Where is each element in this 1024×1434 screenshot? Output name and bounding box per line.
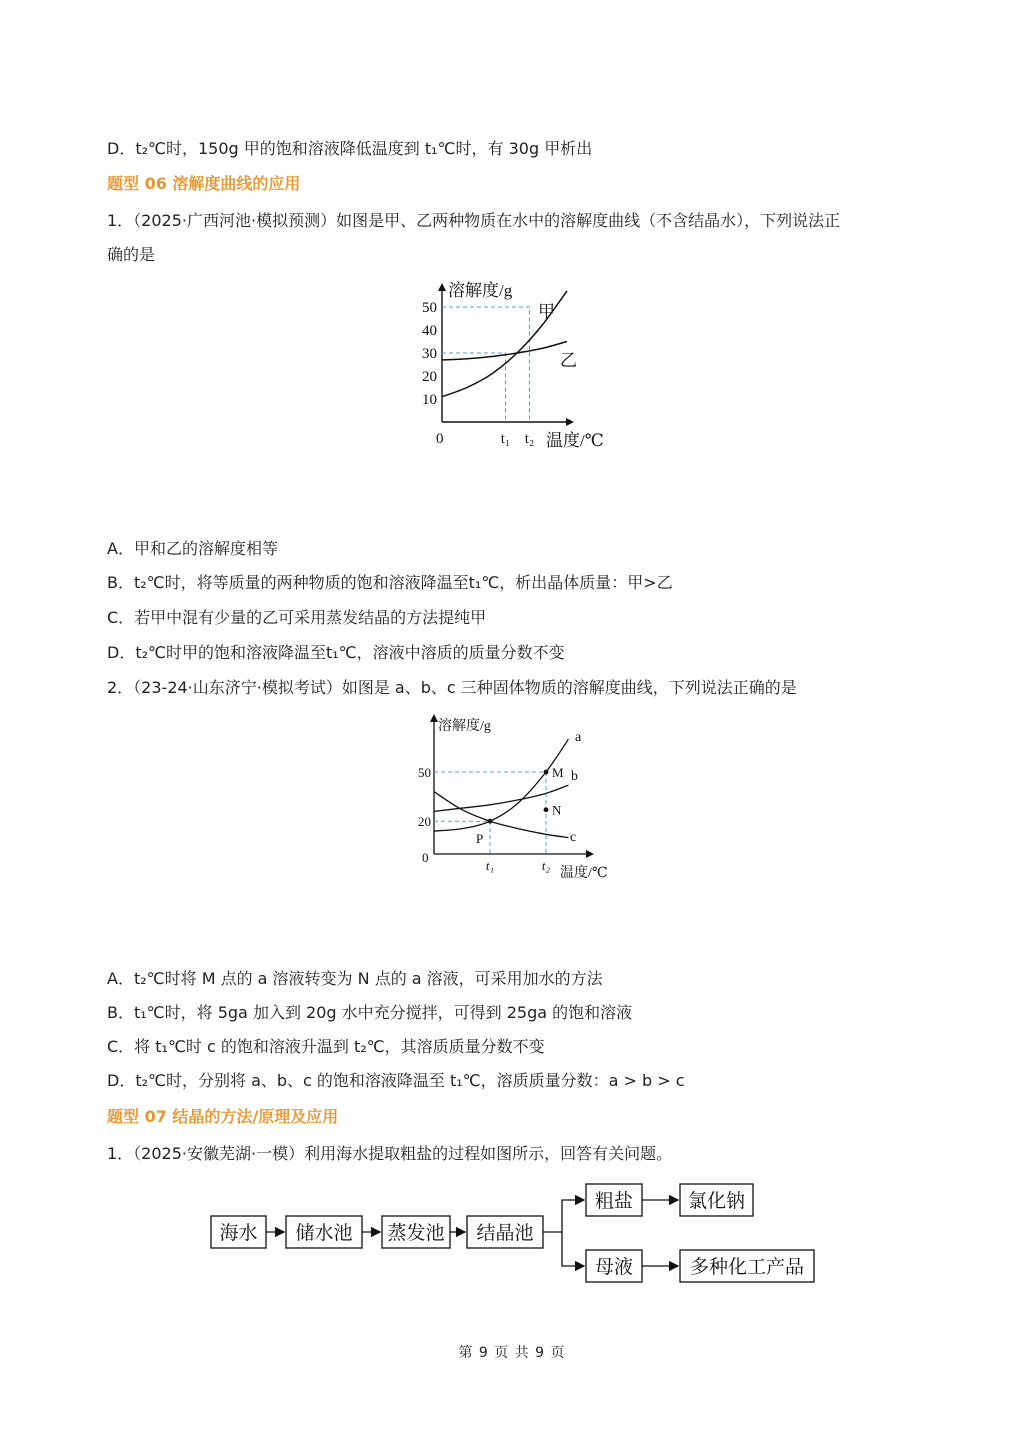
series-label: a	[575, 730, 582, 745]
q1-solubility-chart	[410, 275, 630, 455]
label-nacl: 氯化钠	[687, 1191, 746, 1212]
x-tick-label: t₂	[524, 431, 535, 447]
arrow-4a	[543, 1200, 584, 1232]
y-tick-label: 30	[422, 346, 437, 362]
arrow-4b	[562, 1232, 584, 1266]
label-seawater: 海水	[219, 1223, 258, 1244]
series-label: 甲	[538, 302, 555, 321]
y-tick-label: 40	[422, 323, 437, 339]
series-label: c	[570, 830, 577, 845]
q1-option-d: D．t₂℃时甲的饱和溶液降温至t₁℃，溶液中溶质的质量分数不变	[107, 643, 565, 662]
y-tick-label: 20	[418, 814, 431, 830]
q1-stem-line1: 1．（2025·广西河池·模拟预测）如图是甲、乙两种物质在水中的溶解度曲线（不含结晶水），下列说法正	[107, 211, 841, 230]
origin-label: 0	[422, 850, 429, 865]
series-label: 乙	[560, 351, 577, 370]
q1-option-c: C．若甲中混有少量的乙可采用蒸发结晶的方法提纯甲	[107, 608, 487, 627]
q2-stem: 2．（23-24·山东济宁·模拟考试）如图是 a、b、c 三种固体物质的溶解度曲线，下列说法正确的是	[107, 678, 797, 697]
series-b-line	[434, 785, 568, 811]
x-tick-label: t₁	[500, 431, 511, 447]
point-label: P	[476, 831, 484, 847]
q2-option-d: D．t₂℃时，分别将 a、b、c 的饱和溶液降温至 t₁℃，溶质质量分数：a > b > c	[107, 1071, 685, 1090]
q2-option-b: B．t₁℃时，将 5ga 加入到 20g 水中充分搅拌，可得到 25ga 的饱和溶液	[107, 1003, 633, 1022]
x-tick-label: t₂	[541, 858, 551, 873]
guide-line	[442, 353, 506, 422]
x-axis-label: 温度/℃	[546, 431, 604, 450]
q2-option-a: A．t₂℃时将 M 点的 a 溶液转变为 N 点的 a 溶液，可采用加水的方法	[107, 969, 603, 988]
point-M	[544, 770, 549, 775]
y-axis-arrow	[438, 283, 446, 291]
y-tick-label: 50	[418, 765, 431, 780]
x-axis-label: 温度/℃	[560, 866, 608, 881]
q1-stem-line2: 确的是	[107, 245, 156, 264]
section-06-heading: 题型 06 溶解度曲线的应用	[107, 174, 301, 193]
label-storage: 储水池	[295, 1223, 353, 1244]
q2-solubility-chart	[412, 710, 632, 885]
point-N	[544, 807, 549, 812]
prev-option-d: D．t₂℃时，150g 甲的饱和溶液降低温度到 t₁℃时，有 30g 甲析出	[107, 139, 593, 158]
y-tick-label: 20	[422, 369, 437, 385]
y-tick-label: 10	[422, 392, 437, 408]
series-label: b	[571, 769, 578, 784]
y-axis-arrow	[430, 714, 438, 722]
label-chemicals: 多种化工产品	[689, 1257, 805, 1278]
x-axis-arrow	[566, 418, 574, 426]
page-footer: 第 9 页 共 9 页	[458, 1345, 566, 1361]
y-tick-label: 50	[422, 300, 437, 316]
point-label: M	[552, 765, 564, 780]
point-P	[488, 819, 493, 824]
x-axis-arrow	[586, 850, 594, 858]
y-axis-label: 溶解度/g	[438, 719, 491, 734]
origin-label: 0	[436, 431, 444, 447]
section-07-heading: 题型 07 结晶的方法/原理及应用	[107, 1107, 339, 1126]
q1-option-b: B．t₂℃时，将等质量的两种物质的饱和溶液降温至t₁℃，析出晶体质量：甲>乙	[107, 573, 673, 592]
guide-line	[434, 772, 546, 854]
label-crude-salt: 粗盐	[594, 1191, 634, 1212]
guide-line	[442, 307, 530, 422]
q3-stem: 1．（2025·安徽芜湖·一模）利用海水提取粗盐的过程如图所示，回答有关问题。	[107, 1144, 673, 1163]
label-crystallization: 结晶池	[476, 1223, 534, 1244]
sea-salt-flow-diagram	[200, 1178, 1020, 1298]
series-yi-line	[442, 342, 567, 360]
x-tick-label: t₁	[485, 858, 495, 873]
label-evaporation: 蒸发池	[387, 1223, 445, 1244]
q1-option-a: A．甲和乙的溶解度相等	[107, 539, 278, 558]
label-mother-liquor: 母液	[594, 1257, 634, 1278]
y-axis-label: 溶解度/g	[448, 281, 513, 300]
series-a-line	[434, 739, 568, 831]
q2-option-c: C．将 t₁℃时 c 的饱和溶液升温到 t₂℃，其溶质质量分数不变	[107, 1037, 545, 1056]
point-label: N	[552, 802, 562, 818]
